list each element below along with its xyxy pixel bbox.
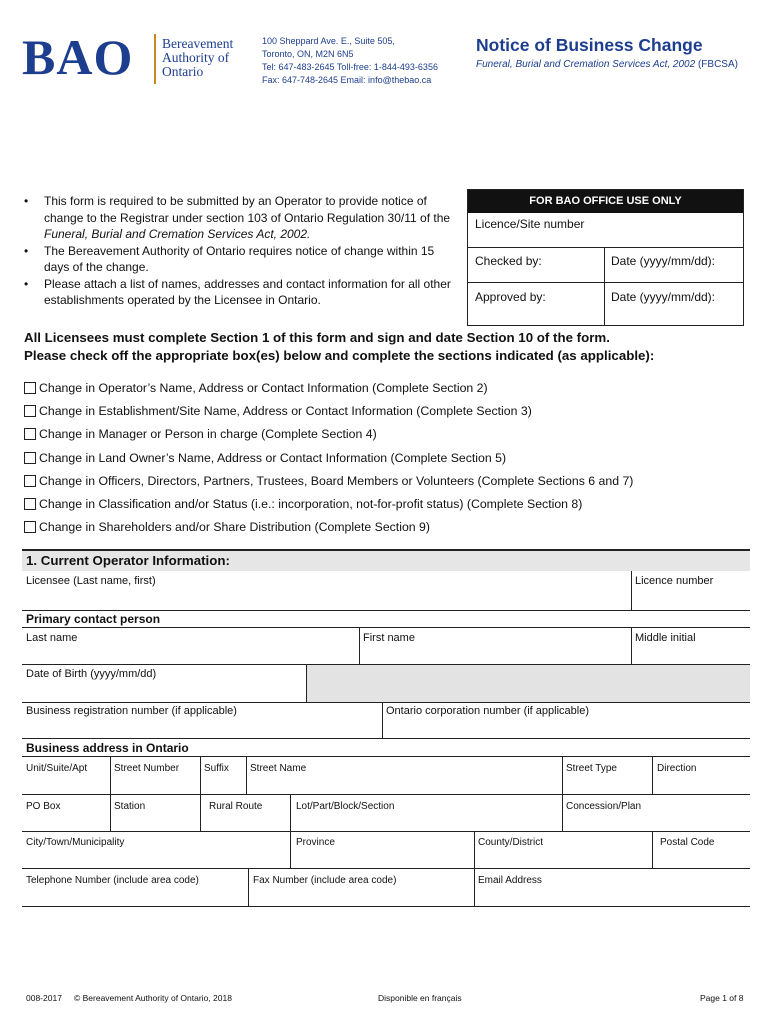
office-use-heading: FOR BAO OFFICE USE ONLY [468,190,743,213]
change-option-section3[interactable] [24,399,633,422]
checkbox[interactable] [24,382,36,394]
change-option-label: Change in Classification and/or Status (i.e.: incorporation, not-for-profit status) (Complete Section 8) [39,497,583,512]
intro-bullet: • The Bereavement Authority of Ontario requires notice of change within 15 days of the change. [24,243,456,276]
licence-number-field[interactable]: Licence number [635,575,714,587]
telephone-field[interactable]: Telephone Number (include area code) [26,875,199,886]
change-option-label: Change in Establishment/Site Name, Address or Contact Information (Complete Section 3) [39,403,532,418]
instruction-line1: All Licensees must complete Section 1 of this form and sign and date Section 10 of the form. [24,330,610,345]
bullet1-text: This form is required to be submitted by an Operator to provide notice of change to the Registrar under section 103 of Ontario Regulation 30/11 of the [44,194,451,225]
station-field[interactable]: Station [114,801,146,812]
office-use-box [467,189,744,326]
change-option-section9[interactable] [24,516,633,539]
checkbox[interactable] [24,405,36,417]
suffix-field[interactable]: Suffix [204,763,229,774]
form-number: 008-2017 [26,993,62,1003]
licensee-field[interactable]: Licensee (Last name, first) [26,575,156,587]
province-field[interactable]: Province [296,837,335,848]
checkbox[interactable] [24,428,36,440]
intro-bullet [24,193,456,243]
middle-initial-field[interactable]: Middle initial [635,632,696,644]
date-approved-label: Date (yyyy/mm/dd): [611,290,716,304]
french-availability: Disponible en français [378,993,462,1003]
page-number: Page 1 of 8 [700,993,744,1003]
bao-logo: BAO [22,29,134,85]
shaded-area [307,665,750,702]
address-line3: Tel: 647-483-2645 Toll-free: 1-844-493-6356 [262,62,438,72]
bao-address [262,35,438,87]
change-option-label: Change in Manager or Person in charge (Complete Section 4) [39,427,377,442]
first-name-field[interactable]: First name [363,632,415,644]
business-address-heading: Business address in Ontario [26,741,189,755]
concession-plan-field[interactable]: Concession/Plan [566,801,642,812]
logo-line1: Bereavement [162,36,234,51]
primary-contact-heading: Primary contact person [26,612,161,626]
page-title: Notice of Business Change [476,35,703,55]
change-option-label: Change in Shareholders and/or Share Distribution (Complete Section 9) [39,520,430,535]
checkbox[interactable] [24,475,36,487]
checkbox[interactable] [24,521,36,533]
email-field[interactable]: Email Address [478,875,542,886]
date-checked-label: Date (yyyy/mm/dd): [611,254,716,268]
intro-bullets [24,193,456,309]
checked-by-label: Checked by: [475,254,542,268]
logo-line3: Ontario [162,64,204,79]
change-option-section5[interactable] [24,446,633,469]
last-name-field[interactable]: Last name [26,632,78,644]
date-of-birth-field[interactable]: Date of Birth (yyyy/mm/dd) [26,668,157,680]
instruction-line2: Please check off the appropriate box(es) below and complete the sections indicated (as applicable): [24,348,655,363]
change-option-section4[interactable] [24,423,633,446]
county-district-field[interactable]: County/District [478,837,544,848]
lot-part-block-field[interactable]: Lot/Part/Block/Section [296,801,395,812]
fax-field[interactable]: Fax Number (include area code) [253,875,397,886]
city-field[interactable]: City/Town/Municipality [26,837,125,848]
business-registration-field[interactable]: Business registration number (if applicable) [26,705,237,717]
change-option-label: Change in Officers, Directors, Partners, Trustees, Board Members or Volunteers (Complete Sections 6 and 7) [39,473,634,488]
logo-divider [154,34,156,84]
street-type-field[interactable]: Street Type [566,763,617,774]
bullet1-italic: Funeral, Burial and Cremation Services Act, 2002. [44,227,311,241]
section1-heading: 1. Current Operator Information: [22,549,750,571]
po-box-field[interactable]: PO Box [26,801,61,812]
unit-field[interactable]: Unit/Suite/Apt [26,763,88,774]
checkbox[interactable] [24,452,36,464]
instructions [24,329,654,365]
change-option-section2[interactable] [24,376,633,399]
change-option-label: Change in Operator’s Name, Address or Contact Information (Complete Section 2) [39,380,488,395]
change-option-section8[interactable] [24,492,633,515]
checkbox[interactable] [24,498,36,510]
intro-bullet: • Please attach a list of names, addresses and contact information for all other establishments operated by the Licensee in Ontario. [24,276,456,309]
logo-line2: Authority of [162,50,230,65]
change-option-label: Change in Land Owner’s Name, Address or Contact Information (Complete Section 5) [39,450,507,465]
page-subtitle [476,59,738,70]
street-number-field[interactable]: Street Number [114,763,180,774]
logo-wordmark [162,37,233,79]
act-abbreviation: (FBCSA) [697,59,738,70]
copyright: © Bereavement Authority of Ontario, 2018 [74,993,232,1003]
act-name: Funeral, Burial and Cremation Services Act, 2002 [476,59,696,70]
ontario-corporation-field[interactable]: Ontario corporation number (if applicable) [386,705,589,717]
address-line4: Fax: 647-748-2645 Email: info@thebao.ca [262,75,432,85]
licence-site-number-label: Licence/Site number [475,217,585,231]
rural-route-field[interactable]: Rural Route [209,801,263,812]
direction-field[interactable]: Direction [657,763,697,774]
address-line2: Toronto, ON, M2N 6N5 [262,49,354,59]
address-line1: 100 Sheppard Ave. E., Suite 505, [262,36,395,46]
approved-by-label: Approved by: [475,290,546,304]
change-checklist [24,376,633,539]
change-option-section6-7[interactable] [24,469,633,492]
postal-code-field[interactable]: Postal Code [660,837,715,848]
street-name-field[interactable]: Street Name [250,763,307,774]
